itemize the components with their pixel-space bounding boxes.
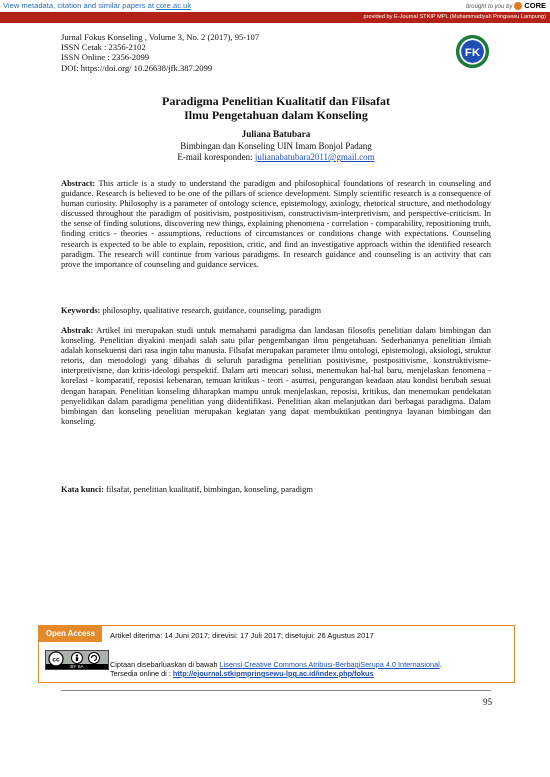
abstrak-text: Artikel ini merupakan studi untuk memahami paradigma dan landasan filosofis penelitian dalam bimbingan dan konseling. Penelitian diyakini menjadi salah satu pilar pengembangan ilmu pengetahuan. Sederhananya penelitian ilmiah adalah konsekuensi dari rasa ingin tahu manusia. Filsafat merupakan parameter ilmu ontologi, epistemologi, aksiologi, struktur retoris, dan metodologi yang dibahas di seluruh paradigma penelitian positivisme, postpositivisme, konstruktivisme-interpretivisme, dan kritis-ideologi perspektif. Dalam arti mencari solusi, menemukan hal-hal baru, menjelaskan fenomena - korelasi - komparatif, reposisi kebenaran, temuan kritikus - teori - asumsi, pengurangan keadaan atau kondisi berubah sesuai dengan harapan. Penelitian konseling diharapkan mampu untuk menjelaskan, reposisi, kritikus, dan menemukan pendekatan penyelidikan dalam paradigma penelitian yang diidentifikasi. Penelitian akan melanjutkan dari berbagai paradigma. Dalam bimbingan dan konseling penelitian merupakan kegiatan yang dapat membuktikan pentingnya layanan bimbingan dan konseling. — [61, 325, 491, 426]
core-logo-icon — [514, 2, 522, 10]
abstract-text: This article is a study to understand the paradigm and philosophical foundations of research in counseling and guidance. Research is believed to be one of the pillars of science development. Simply scientific research is a consequence of human curiosity. Philosophy is a parameter of ontology science, epistemology, axiology, rhetorical structure, and methodology discussed throughout the paradigm of positivism, postpositivism, constructivism-interpretivism, and perspective-criticism. In the sense of finding solutions, discovering new things, explaining phenomena - correlation - comparability, repositioning truth, finding critics - theories - assumptions, reductions of circumstances or conditions change with expectations. Counseling research is expected to be able to explain, reposition, critic, and find an investigative approach within the identified research paradigm. The research will continue from various paradigms. In research guidance and counseling is an activity that can prove the importance of counseling and guidance services. — [61, 178, 491, 269]
page-number: 95 — [483, 697, 492, 707]
author-email — [61, 152, 491, 163]
article-dates: Artikel diterima: 14 Juni 2017; direvisi: 17 Juli 2017; disetujui: 26 Agustus 2017 — [110, 631, 374, 640]
kata-kunci-text: filsafat, penelitian kualitatif, bimbingan, konseling, paradigm — [103, 484, 313, 494]
svg-text:cc: cc — [52, 656, 60, 664]
license-line — [110, 660, 442, 669]
paper-title-line2: Ilmu Pengetahuan dalam Konseling — [184, 108, 368, 122]
core-banner — [0, 0, 550, 11]
journal-logo-text: FK — [464, 46, 481, 59]
online-line — [110, 669, 374, 678]
journal-citation: Jurnal Fokus Konseling , Volume 3, No. 2 (2017), 95-107 — [61, 32, 260, 42]
kata-kunci-label: Kata kunci: — [61, 484, 104, 494]
online-prefix: Tersedia online di : — [110, 669, 173, 678]
journal-info — [61, 32, 259, 73]
license-suffix: . — [439, 660, 442, 669]
abstract-indonesian — [61, 325, 491, 426]
open-access-box — [38, 625, 515, 683]
license-prefix: Ciptaan disebarluaskan di bawah — [110, 660, 220, 669]
issn-online: ISSN Online : 2356-2099 — [61, 52, 150, 63]
footer-divider — [61, 690, 491, 691]
brought-by-text: brought to you by — [465, 4, 513, 10]
provider-text[interactable]: provided by E-Journal STKIP MPL (Muhammadiyah Pringsewu Lampung) — [363, 14, 546, 20]
core-link[interactable]: core.ac.uk — [156, 1, 192, 10]
license-link[interactable]: Lisensi Creative Commons Atribusi-BerbagiSerupa 4.0 Internasional — [219, 660, 440, 669]
core-metadata-text: View metadata, citation and similar papers at — [3, 1, 157, 10]
keywords-indonesian — [61, 484, 491, 494]
doi: DOI: https://doi.org/ 10.26638/jfk.387.2099 — [61, 62, 213, 73]
abstract-label: Abstract: — [61, 178, 96, 188]
author-affiliation: Bimbingan dan Konseling UIN Imam Bonjol Padang — [180, 141, 372, 151]
online-link[interactable]: http://ejournal.stkipmpringsewu-lpg.ac.id/index.php/fokus — [172, 669, 374, 678]
open-access-badge: Open Access — [39, 626, 102, 642]
cc-by-sa-icon[interactable] — [45, 650, 109, 670]
journal-logo-icon — [455, 34, 490, 69]
cc-label-text: BY SA — [70, 664, 84, 670]
core-brand-text: CORE — [524, 1, 546, 10]
abstrak-label: Abstrak: — [61, 325, 94, 335]
email-link[interactable]: julianabatubara2011@gmail.com — [254, 152, 375, 162]
keywords-label: Keywords: — [61, 305, 101, 315]
email-label: E-mail koresponden: — [177, 152, 255, 162]
abstract-english — [61, 178, 491, 269]
keywords-text: philosophy, qualitative research, guidance, counseling, paradigm — [100, 305, 322, 315]
issn-print: ISSN Cetak : 2356-2102 — [61, 42, 146, 53]
keywords-english — [61, 305, 491, 315]
paper-title-line1: Paradigma Penelitian Kualitatif dan Filsafat — [162, 94, 390, 108]
core-metadata-link[interactable] — [3, 0, 191, 11]
author-name: Juliana Batubara — [241, 129, 311, 139]
provider-bar — [0, 12, 550, 23]
